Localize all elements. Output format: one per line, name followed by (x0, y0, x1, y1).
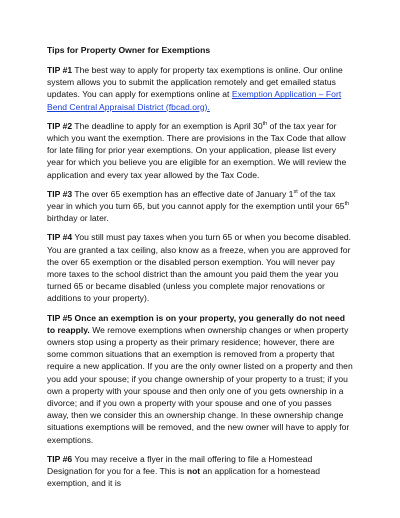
tip-3-text-c: birthday or later. (47, 213, 109, 224)
tip-2-superscript: th (262, 120, 268, 127)
tip-2-text-b: of the tax year for which you want the exemption. There are provisions in the Tax Code that allow for late filing for prior year exemptions. On your application, please list every year for which you believe you are eligible for an exemption. We will review the application and every tax year allowed by the Tax Code. (47, 120, 347, 180)
tip-3-superscript-2: th (344, 201, 350, 208)
tip-5-paragraph (47, 312, 354, 446)
tip-3-paragraph (47, 188, 354, 225)
tip-6-label: TIP #6 (47, 453, 73, 464)
tip-5-label: TIP #5 Once an exemption is on your property, you generally do not need to reapply. (47, 312, 345, 335)
tip-3-text-a: The over 65 exemption has an effective date of January 1 (72, 188, 294, 199)
tip-3-label: TIP #3 (47, 188, 73, 199)
tip-1-text: The best way to apply for property tax exemptions is online. Our online system allows you to submit the application remotely and get emailed status updates. You can apply for exemptions online at (47, 65, 343, 100)
tip-6-paragraph (47, 453, 354, 490)
tip-4-text: You still must pay taxes when you turn 65 or when you become disabled. You are granted a tax ceiling, also know as a freeze, when you are approved for the over 65 exemption or the disabled person exemption. You will never pay more taxes to the school district than the amount you paid them the year you turned 65 or became disabled (unless you complete major renovations or additions to your property). (47, 232, 352, 304)
tip-1-paragraph (47, 64, 354, 113)
tip-6-bold-word: not (186, 466, 201, 477)
tip-6-text-b: an application for a homestead exemption, and it is (47, 466, 321, 489)
tip-3-text-b: of the tax year in which you turn 65, but you cannot apply for the exemption until your 65 (47, 188, 345, 212)
tip-2-text-a: The deadline to apply for an exemption is April 30 (72, 120, 263, 131)
tip-5-text: We remove exemptions when ownership changes or when property owners stop using a property as their primary residence; however, there are some common situations that an exemption is removed from a property that require a new application. If you are the only owner listed on a property and then you add your spouse; if you change ownership of your property to a trust; if you own a property with your spouse and then only one of you gets ownership in a divorce; and if you own a property with your spouse and one of you passes away, then we consider this an ownership change. In these ownership change situations exemptions will be removed, and the new owner will have to apply for exemptions. (47, 324, 353, 445)
tip-2-paragraph (47, 120, 354, 181)
tip-4-label: TIP #4 (47, 232, 73, 243)
tip-3-superscript-1: st (293, 188, 298, 195)
tip-1-label: TIP #1 (47, 65, 73, 75)
exemption-application-link[interactable]: Exemption Application – Fort Bend Central Appraisal District (fbcad.org). (47, 89, 342, 112)
document-title: Tips for Property Owner for Exemptions (47, 45, 211, 55)
tip-6-text-a: You may receive a flyer in the mail offering to file a Homestead Designation for you for a fee. This is (47, 453, 313, 477)
tip-4-paragraph (47, 231, 354, 304)
tip-2-label: TIP #2 (47, 120, 73, 131)
